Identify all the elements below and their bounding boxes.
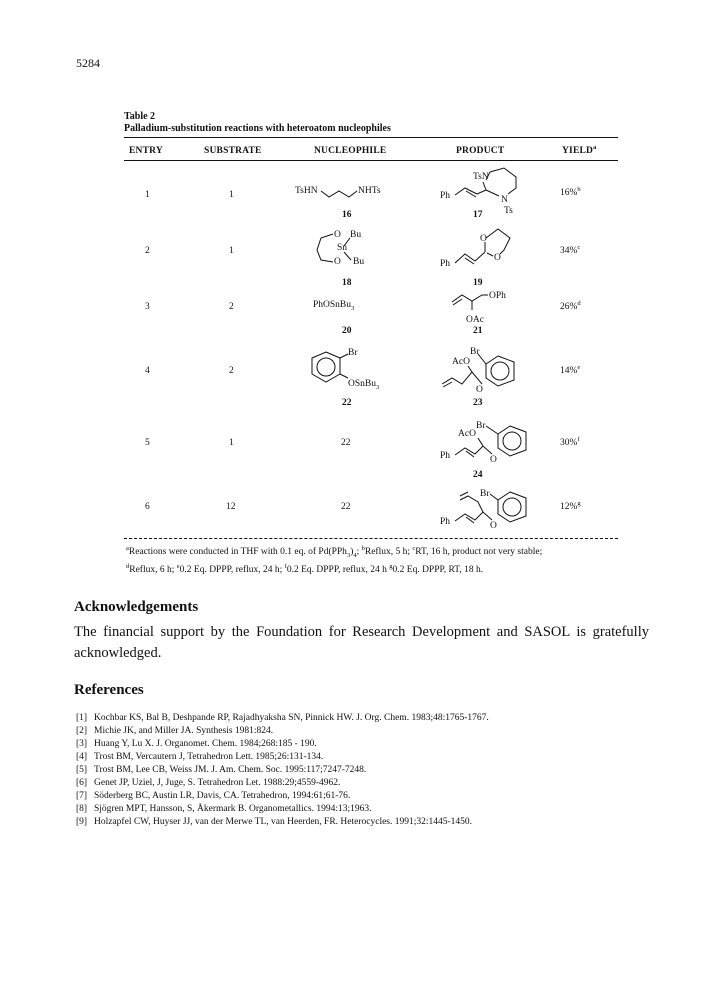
acknowledgements-heading: Acknowledgements [74, 599, 199, 615]
reference-item: [6] Genet JP, Uziel, J, Juge, S. Tetrahedron Let. 1988:29;4559-4962. [76, 778, 341, 788]
reference-item: [1] Kochbar KS, Bal B, Deshpande RP, Rajadhyaksha SN, Pinnick HW. J. Org. Chem. 1983;48:1765-1767. [76, 713, 489, 723]
row4-yield: 14%$^e$ [560, 363, 581, 376]
header-nucleophile: NUCLEOPHILE [314, 146, 387, 156]
svg-text:O: O [490, 455, 497, 465]
row2-nucleophile-label: 18 [342, 278, 352, 288]
row4-entry: 4 [145, 366, 150, 376]
product-23-structure [438, 344, 538, 396]
product-row6-structure [438, 484, 548, 530]
svg-text:Br: Br [348, 348, 358, 358]
row2-substrate: 1 [229, 246, 234, 256]
table-header-rule [124, 160, 618, 161]
nucleophile-18-structure [313, 226, 383, 272]
svg-text:OPh: OPh [489, 291, 506, 301]
svg-text:O: O [334, 257, 341, 267]
svg-text:NHTs: NHTs [358, 186, 381, 196]
row3-yield: 26%$^d$ [560, 299, 581, 312]
table-footnote-line2: $^d$Reflux, 6 h; $^e$0.2 Eq. DPPP, reflux, 24 h; $^f$0.2 Eq. DPPP, reflux, 24 h $^g$0.2 Eq. DPPP, RT, 18 h. [126, 562, 484, 575]
row6-nucleophile: 22 [341, 502, 351, 512]
row4-product-label: 23 [473, 398, 483, 408]
table-top-rule [124, 137, 618, 138]
row3-substrate: 2 [229, 302, 234, 312]
reference-item: [2] Michie JK, and Miller JA. Synthesis 1981:824. [76, 726, 274, 736]
svg-text:AcO: AcO [458, 429, 476, 439]
svg-text:TsHN: TsHN [295, 186, 318, 196]
row3-product-label: 21 [473, 326, 483, 336]
row3-nucleophile-label: 20 [342, 326, 352, 336]
reference-item: [5] Trost BM, Lee CB, Weiss JM. J. Am. Chem. Soc. 1995:117;7247-7248. [76, 765, 367, 775]
reference-item: [8] Sjögren MPT, Hansson, S, Åkermark B. Organometallics. 1994:13;1963. [76, 804, 372, 814]
table-bottom-rule [124, 538, 618, 540]
table-caption [124, 111, 391, 135]
svg-text:Bu: Bu [350, 230, 362, 240]
header-substrate: SUBSTRATE [204, 146, 262, 156]
svg-text:O: O [476, 385, 483, 395]
svg-text:TsN: TsN [473, 172, 489, 182]
svg-text:Bu: Bu [353, 257, 365, 267]
product-24-structure [438, 418, 548, 465]
row1-yield: 16%$^b$ [560, 185, 581, 198]
row2-entry: 2 [145, 246, 150, 256]
reference-item: [7] Söderberg BC, Austin LR, Davis, CA. Tetrahedron, 1994:61;61-76. [76, 791, 351, 801]
svg-text:OSnBu3: OSnBu$_3$ [348, 379, 380, 391]
svg-text:O: O [480, 234, 487, 244]
references-heading: References [74, 682, 144, 698]
row6-yield: 12%$^g$ [560, 499, 581, 512]
header-yield: YIELD$^a$ [562, 143, 597, 156]
svg-text:Ph: Ph [440, 451, 451, 461]
row5-nucleophile: 22 [341, 438, 351, 448]
svg-text:Ph: Ph [440, 259, 451, 269]
row5-yield: 30%$^f$ [560, 435, 580, 448]
reference-item: [3] Huang Y, Lu X. J. Organomet. Chem. 1984;268:185 - 190. [76, 739, 317, 749]
row3-entry: 3 [145, 302, 150, 312]
svg-text:Ph: Ph [440, 517, 451, 527]
table-title: Table 2 [124, 111, 156, 122]
row6-entry: 6 [145, 502, 150, 512]
acknowledgements-text: The financial support by the Foundation for Research Development and SASOL is gratefully acknowledged. [74, 624, 649, 661]
nucleophile-22-structure [306, 346, 396, 392]
row4-substrate: 2 [229, 366, 234, 376]
svg-text:O: O [494, 253, 501, 263]
product-19-structure [438, 226, 538, 272]
row1-entry: 1 [145, 190, 150, 200]
nucleophile-16-structure [295, 182, 405, 202]
row5-substrate: 1 [229, 438, 234, 448]
svg-text:OAc: OAc [466, 315, 484, 325]
svg-text:Br: Br [476, 421, 486, 431]
svg-text:Sn: Sn [337, 243, 348, 253]
table-subtitle: Palladium-substitution reactions with heteroatom nucleophiles [124, 123, 391, 134]
svg-text:O: O [334, 230, 341, 240]
svg-text:N: N [501, 195, 508, 205]
row6-substrate: 12 [226, 502, 236, 512]
svg-text:Br: Br [470, 347, 480, 357]
row1-product-label: 17 [473, 210, 483, 220]
nucleophile-20-text: PhOSnBu$_3$ [313, 300, 355, 312]
svg-text:O: O [490, 521, 497, 531]
product-17-structure [438, 164, 538, 216]
references-list [76, 712, 489, 829]
product-21-structure [450, 288, 520, 328]
header-product: PRODUCT [456, 146, 505, 156]
reference-item: [4] Trost BM, Vercautern J, Tetrahedron Lett. 1985;26:131-134. [76, 752, 324, 762]
row2-product-label: 19 [473, 278, 483, 288]
page-number: 5284 [76, 56, 100, 70]
table-footnote-line1: $^a$Reactions were conducted in THF with 0.1 eq. of $Pd(PPh_3)_4$; $^b$Reflux, 5 h; $^c$RT, 16 h, product not very stable; [126, 544, 543, 559]
row4-nucleophile-label: 22 [342, 398, 352, 408]
row1-nucleophile-label: 16 [342, 210, 352, 220]
row5-entry: 5 [145, 438, 150, 448]
svg-text:Ts: Ts [504, 206, 513, 216]
row2-yield: 34%$^c$ [560, 243, 581, 256]
row5-product-label: 24 [473, 470, 483, 480]
row1-substrate: 1 [229, 190, 234, 200]
reference-item: [9] Holzapfel CW, Huyser JJ, van der Merwe TL, van Heerden, FR. Heterocycles. 1991;32:1445-1450. [76, 817, 473, 827]
svg-text:Br: Br [480, 489, 490, 499]
header-entry: ENTRY [129, 146, 163, 156]
svg-text:AcO: AcO [452, 357, 470, 367]
svg-text:Ph: Ph [440, 191, 451, 201]
